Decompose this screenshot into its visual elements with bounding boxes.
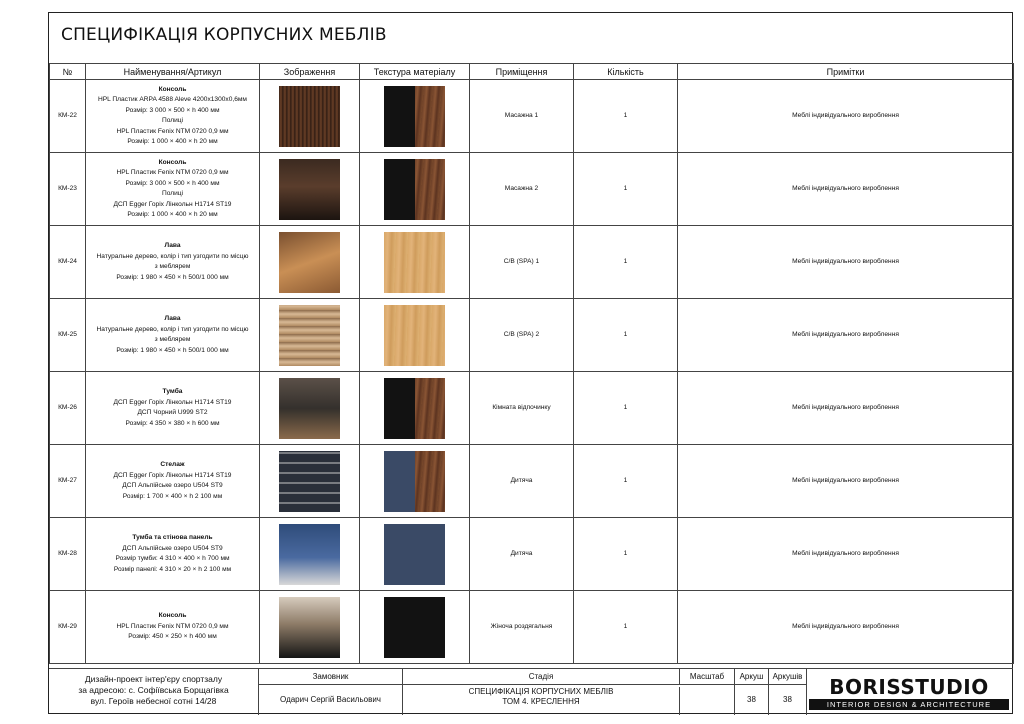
swatch-walnut: [415, 159, 446, 220]
sheets-total: 38: [769, 685, 807, 715]
item-spec-line: ДСП Egger Горіх Лінкольн H1714 ST19: [113, 398, 232, 406]
photo-locker: [279, 597, 340, 658]
material-swatch: [384, 597, 445, 658]
item-spec-line: ДСП Альпійське озеро U504 ST9: [122, 544, 223, 552]
swatch-black: [384, 378, 415, 439]
item-note: Меблі індивідуального вироблення: [678, 153, 1014, 226]
swatch-oak: [384, 232, 445, 293]
scale-value: [680, 685, 735, 715]
photo-sauna: [279, 232, 340, 293]
item-image-cell: [260, 372, 360, 445]
item-spec-line: HPL Пластик Fenix NTM 0720 0,9 мм: [116, 622, 229, 630]
item-texture-cell: [360, 80, 470, 153]
table-row: [50, 153, 1014, 226]
material-swatch: [384, 86, 445, 147]
item-spec-line: Полиці: [161, 190, 184, 197]
logo-main-text: BORISSTUDIO: [829, 675, 989, 699]
item-note: Меблі індивідуального вироблення: [678, 591, 1014, 664]
swatch-navy: [384, 451, 415, 512]
photo-wood-slats: [279, 86, 340, 147]
material-swatch: [384, 524, 445, 585]
item-note: Меблі індивідуального вироблення: [678, 226, 1014, 299]
item-image-cell: [260, 80, 360, 153]
item-quantity: 1: [574, 445, 678, 518]
item-name: Консоль: [158, 85, 187, 93]
item-room: Жіноча роздягальня: [470, 591, 574, 664]
item-quantity: 1: [574, 153, 678, 226]
table-row: [50, 372, 1014, 445]
sheets-label: Аркушів: [769, 669, 807, 685]
swatch-black: [384, 86, 415, 147]
material-swatch: [384, 305, 445, 366]
item-texture-cell: [360, 299, 470, 372]
item-spec-line: ДСП Egger Горіх Лінкольн H1714 ST19: [113, 200, 232, 208]
header-image: Зображення: [260, 64, 360, 80]
item-name: Тумба та стінова панель: [132, 534, 213, 541]
item-spec-line: Розмір: 1 980 × 450 × h 500/1 000 мм: [116, 273, 229, 281]
item-number: КМ-24: [50, 226, 86, 299]
item-description: [86, 372, 260, 445]
item-spec-line: HPL Пластик Fenix NTM 0720 0,9 мм: [116, 127, 229, 135]
item-spec-line: Натуральне дерево, колір і тип узгодити по місцю: [96, 252, 249, 260]
item-description: [86, 518, 260, 591]
material-swatch: [384, 159, 445, 220]
table-row: [50, 445, 1014, 518]
item-name: Тумба: [162, 388, 183, 395]
table-header-row: [50, 64, 1014, 80]
item-spec-line: Розмір панелі: 4 310 × 20 × h 2 100 мм: [113, 565, 232, 573]
item-texture-cell: [360, 518, 470, 591]
logo-tagline: INTERIOR DESIGN & ARCHITECTURE: [809, 699, 1009, 710]
item-image-cell: [260, 153, 360, 226]
item-quantity: 1: [574, 299, 678, 372]
item-quantity: 1: [574, 226, 678, 299]
header-room: Приміщення: [470, 64, 574, 80]
item-spec-line: Розмір: 3 000 × 500 × h 400 мм: [125, 106, 220, 114]
item-description: [86, 80, 260, 153]
swatch-walnut: [415, 86, 446, 147]
project-address: Дизайн-проект інтер'єру спортзалу за адресою: с. Софіївська Борщагівка вул. Героїв небесної сотні 14/28: [49, 669, 259, 715]
item-room: Кімната відпочинку: [470, 372, 574, 445]
item-texture-cell: [360, 591, 470, 664]
item-description: [86, 299, 260, 372]
item-number: КМ-27: [50, 445, 86, 518]
photo-dark-room: [279, 159, 340, 220]
sheet-label: Аркуш: [735, 669, 769, 685]
header-notes: Примітки: [678, 64, 1014, 80]
swatch-navy: [384, 524, 445, 585]
item-note: Меблі індивідуального вироблення: [678, 372, 1014, 445]
item-spec-line: Розмір тумби: 4 310 × 400 × h 700 мм: [115, 555, 230, 562]
item-spec-line: HPL Пластик Fenix NTM 0720 0,9 мм: [116, 169, 229, 176]
swatch-walnut: [415, 451, 446, 512]
item-name: Консоль: [158, 158, 187, 166]
item-quantity: 1: [574, 518, 678, 591]
item-texture-cell: [360, 226, 470, 299]
item-spec-line: Розмір: 1 700 × 400 × h 2 100 мм: [122, 492, 223, 500]
table-row: [50, 591, 1014, 664]
item-image-cell: [260, 591, 360, 664]
company-logo: [809, 676, 1009, 710]
item-spec-line: з меблярем: [154, 336, 191, 343]
item-number: КМ-29: [50, 591, 86, 664]
item-texture-cell: [360, 445, 470, 518]
item-spec-line: Розмір: 1 000 × 400 × h 20 мм: [127, 138, 218, 145]
item-image-cell: [260, 445, 360, 518]
item-image-cell: [260, 226, 360, 299]
item-room: Дитяча: [470, 518, 574, 591]
item-room: Масажна 2: [470, 153, 574, 226]
item-spec-line: ДСП Egger Горіх Лінкольн H1714 ST19: [113, 471, 232, 479]
table-row: [50, 299, 1014, 372]
item-spec-line: з меблярем: [154, 263, 191, 270]
item-spec-line: ДСП Чорний U999 ST2: [137, 409, 208, 416]
item-note: Меблі індивідуального вироблення: [678, 445, 1014, 518]
item-image-cell: [260, 299, 360, 372]
item-room: С/В (SPA) 1: [470, 226, 574, 299]
swatch-black: [384, 597, 445, 658]
header-number: №: [50, 64, 86, 80]
item-description: [86, 153, 260, 226]
item-name: Консоль: [158, 612, 187, 620]
item-description: [86, 226, 260, 299]
item-texture-cell: [360, 372, 470, 445]
client-value: Одарич Сергій Васильович: [259, 685, 403, 715]
specification-sheet: [48, 12, 1013, 714]
item-note: Меблі індивідуального вироблення: [678, 299, 1014, 372]
item-number: КМ-22: [50, 80, 86, 153]
item-name: Лава: [164, 315, 181, 322]
item-image-cell: [260, 518, 360, 591]
item-spec-line: ДСП Альпійське озеро U504 ST9: [122, 482, 223, 489]
swatch-black: [384, 159, 415, 220]
item-room: С/В (SPA) 2: [470, 299, 574, 372]
header-texture: Текстура матеріалу: [360, 64, 470, 80]
material-swatch: [384, 378, 445, 439]
item-spec-line: Розмір: 1 000 × 400 × h 20 мм: [127, 211, 218, 218]
material-swatch: [384, 232, 445, 293]
photo-kids-room: [279, 524, 340, 585]
item-note: Меблі індивідуального вироблення: [678, 80, 1014, 153]
item-room: Дитяча: [470, 445, 574, 518]
swatch-walnut: [415, 378, 446, 439]
item-spec-line: Розмір: 1 980 × 450 × h 500/1 000 мм: [116, 346, 229, 354]
item-spec-line: Розмір: 4 350 × 380 × h 600 мм: [125, 419, 220, 427]
item-description: [86, 591, 260, 664]
material-swatch: [384, 451, 445, 512]
stage-label: Стадія: [403, 669, 680, 685]
item-spec-line: Розмір: 450 × 250 × h 400 мм: [128, 633, 217, 641]
client-label: Замовник: [259, 669, 403, 685]
title-block: [49, 668, 1013, 716]
furniture-spec-table: [49, 63, 1014, 664]
sheet-title: СПЕЦИФІКАЦІЯ КОРПУСНИХ МЕБЛІВ: [61, 25, 387, 45]
photo-shelving: [279, 451, 340, 512]
scale-label: Масштаб: [680, 669, 735, 685]
item-quantity: 1: [574, 80, 678, 153]
item-name: Стелаж: [160, 461, 185, 468]
item-spec-line: Полиці: [161, 117, 184, 124]
item-note: Меблі індивідуального вироблення: [678, 518, 1014, 591]
item-quantity: 1: [574, 591, 678, 664]
sheet-number: 38: [735, 685, 769, 715]
header-quantity: Кількість: [574, 64, 678, 80]
item-spec-line: Розмір: 3 000 × 500 × h 400 мм: [125, 179, 220, 187]
photo-lounge: [279, 378, 340, 439]
table-row: [50, 80, 1014, 153]
swatch-oak: [384, 305, 445, 366]
item-spec-line: HPL Пластик ARPA 4588 Aleve 4200х1300х0,6мм: [98, 96, 247, 103]
item-name: Лава: [164, 242, 181, 249]
photo-sauna-2: [279, 305, 340, 366]
header-name: Найменування/Артикул: [86, 64, 260, 80]
item-number: КМ-26: [50, 372, 86, 445]
table-row: [50, 518, 1014, 591]
stage-value: СПЕЦИФІКАЦІЯ КОРПУСНИХ МЕБЛІВ ТОМ 4. КРЕСЛЕННЯ: [403, 687, 680, 715]
item-spec-line: Натуральне дерево, колір і тип узгодити по місцю: [96, 325, 249, 333]
item-room: Масажна 1: [470, 80, 574, 153]
item-number: КМ-23: [50, 153, 86, 226]
item-quantity: 1: [574, 372, 678, 445]
item-number: КМ-25: [50, 299, 86, 372]
table-row: [50, 226, 1014, 299]
item-description: [86, 445, 260, 518]
item-number: КМ-28: [50, 518, 86, 591]
item-texture-cell: [360, 153, 470, 226]
